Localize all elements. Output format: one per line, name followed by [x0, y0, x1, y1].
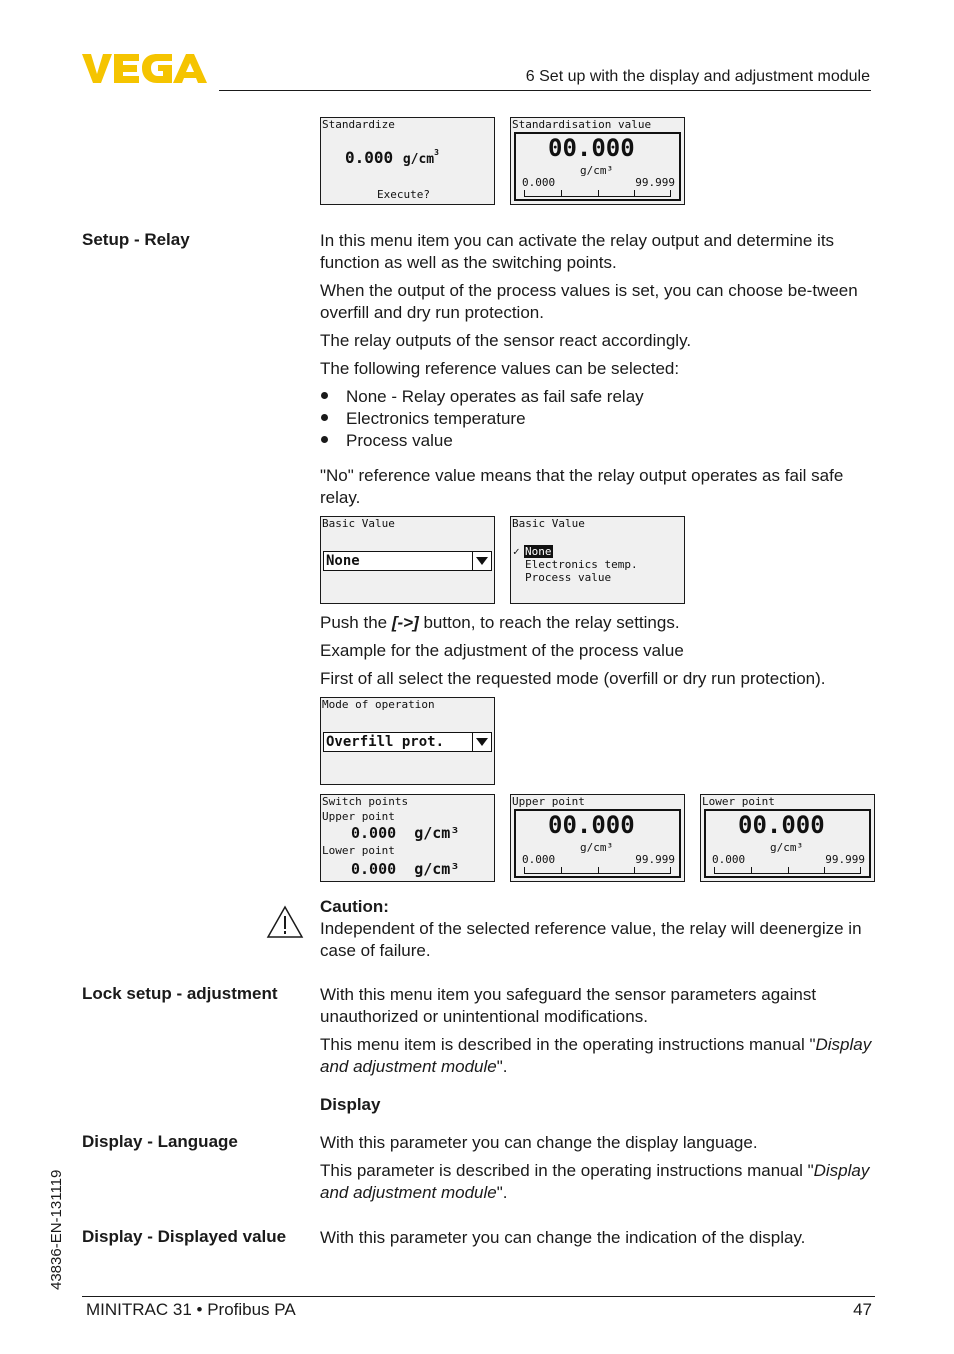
display-heading: Display — [320, 1095, 381, 1114]
value-frame — [514, 809, 681, 878]
screen-title: Standardize — [322, 118, 395, 131]
screen-value: 0.000 $g/cm^3$ — [345, 148, 439, 167]
screen-standardize — [320, 117, 495, 205]
caution-title: Caution: — [320, 897, 389, 916]
document-id: 43836-EN-131119 — [48, 1169, 65, 1290]
list-item: None - Relay operates as fail safe relay — [346, 387, 644, 406]
screen-basic-value — [320, 516, 495, 604]
label-display-language: Display - Language — [82, 1132, 238, 1151]
screen-unit: g/cm³ — [770, 841, 804, 854]
list-item: Electronics temperature — [346, 409, 526, 428]
upper-point-value: 0.000 g/cm³ — [351, 824, 460, 842]
list-item: Process value — [346, 431, 453, 450]
footer-product: MINITRAC 31 • Profibus PA — [86, 1300, 296, 1319]
range-min: 0.000 — [522, 176, 556, 189]
lower-point-value: 0.000 g/cm³ — [351, 860, 460, 878]
option-selected: None — [525, 545, 552, 558]
bullet-icon — [321, 392, 328, 399]
key-arrow: [->] — [391, 613, 419, 632]
screen-title: Switch points — [322, 795, 409, 808]
header-section-title: 6 Set up with the display and adjustment module — [525, 68, 870, 85]
bullet-icon — [321, 436, 328, 443]
label-setup-relay: Setup - Relay — [82, 230, 190, 249]
paragraph: When the output of the process values is set, you can choose be-tween overfill and dry run protection. — [320, 281, 858, 322]
basic-value-dropdown — [323, 551, 492, 571]
range-max: 99.999 — [635, 853, 675, 866]
screen-lower-point — [700, 794, 875, 882]
paragraph: Push the [->] button, to reach the relay settings. — [320, 613, 680, 632]
range-max: 99.999 — [635, 176, 675, 189]
paragraph: In this menu item you can activate the relay output and determine its function as well as the switching points. — [320, 231, 835, 272]
label-lock-setup: Lock setup - adjustment — [82, 984, 278, 1003]
screen-value: 00.000 — [738, 811, 825, 839]
screen-basic-value-list — [510, 516, 685, 604]
dropdown-value: None — [326, 553, 360, 569]
range-scale — [524, 190, 671, 197]
chevron-down-icon — [472, 733, 491, 751]
range-scale — [524, 867, 671, 874]
paragraph: This parameter is described in the operating instructions manual "Display and adjustment module". — [320, 1161, 870, 1202]
screen-action: Execute? — [377, 188, 430, 201]
value-frame — [514, 132, 681, 201]
screen-unit: g/cm³ — [580, 841, 614, 854]
chevron-down-icon — [472, 552, 491, 570]
option: Process value — [525, 571, 612, 584]
screen-value: 00.000 — [548, 134, 635, 162]
footer-rule — [82, 1296, 875, 1297]
paragraph: With this parameter you can change the display language. — [320, 1133, 758, 1152]
range-min: 0.000 — [712, 853, 746, 866]
screen-unit: g/cm³ — [580, 164, 614, 177]
option: Electronics temp. — [525, 558, 638, 571]
value-frame — [704, 809, 871, 878]
check-icon: ✓ — [513, 545, 520, 558]
bullet-icon — [321, 414, 328, 421]
paragraph: "No" reference value means that the relay output operates as fail safe relay. — [320, 466, 844, 507]
screen-title: Basic Value — [512, 517, 585, 530]
range-max: 99.999 — [825, 853, 865, 866]
paragraph: The following reference values can be selected: — [320, 359, 680, 378]
vega-logo — [82, 52, 212, 89]
screen-title: Standardisation value — [512, 118, 652, 131]
warning-icon — [266, 905, 304, 944]
screen-value: 00.000 — [548, 811, 635, 839]
mode-dropdown — [323, 732, 492, 752]
caution-text: Independent of the selected reference value, the relay will deenergize in case of failure. — [320, 919, 862, 960]
paragraph: With this menu item you safeguard the sensor parameters against unauthorized or unintentional modifications. — [320, 985, 817, 1026]
screen-title: Upper point — [512, 795, 585, 808]
paragraph: First of all select the requested mode (overfill or dry run protection). — [320, 669, 826, 688]
paragraph: This menu item is described in the operating instructions manual "Display and adjustment module". — [320, 1035, 872, 1076]
range-scale — [714, 867, 861, 874]
footer-page-number: 47 — [853, 1300, 872, 1319]
dropdown-value: Overfill prot. — [326, 734, 445, 750]
screen-mode-of-operation — [320, 697, 495, 785]
header-rule — [219, 90, 871, 91]
screen-switch-points — [320, 794, 495, 882]
screen-upper-point — [510, 794, 685, 882]
paragraph: With this parameter you can change the indication of the display. — [320, 1228, 806, 1247]
lower-point-label: Lower point — [322, 844, 395, 857]
screen-title: Mode of operation — [322, 698, 435, 711]
label-display-displayed-value: Display - Displayed value — [82, 1227, 287, 1246]
paragraph: The relay outputs of the sensor react accordingly. — [320, 331, 692, 350]
paragraph: Example for the adjustment of the process value — [320, 641, 684, 660]
upper-point-label: Upper point — [322, 810, 395, 823]
screen-standardisation-value — [510, 117, 685, 205]
screen-title: Lower point — [702, 795, 775, 808]
screen-title: Basic Value — [322, 517, 395, 530]
range-min: 0.000 — [522, 853, 556, 866]
